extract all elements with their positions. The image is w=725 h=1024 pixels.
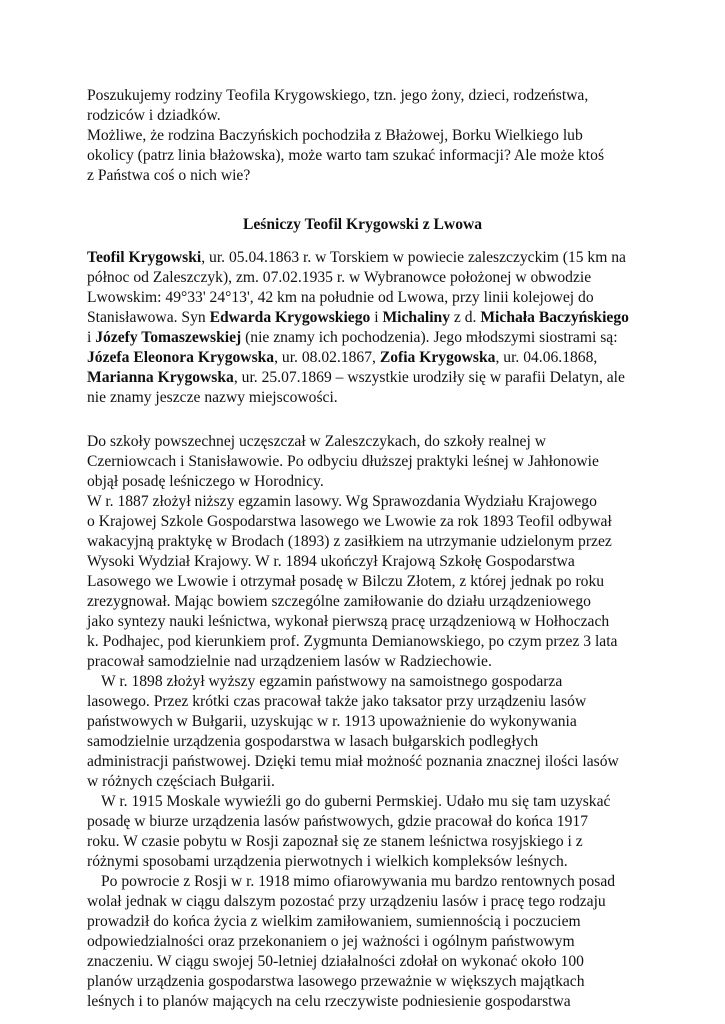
body-line: wakacyjną praktykę w Brodach (1893) z zasiłkiem na utrzymanie udzielonym przez (87, 533, 612, 550)
bio-line (87, 308, 647, 328)
body-line: W r. 1915 Moskale wywieźli go do guberni Permskiej. Udało mu się tam uzyskać (101, 793, 611, 810)
body-line: roku. W czasie pobytu w Rosji zapoznał się ze stanem leśnictwa rosyjskiego i z (87, 833, 583, 850)
body-line: samodzielnie urządzenia gospodarstwa w lasach bułgarskich podległych (87, 733, 539, 750)
bio-text: , ur. 05.04.1863 r. w Torskiem w powiecie zaleszczyckim (15 km na (201, 249, 626, 266)
body-line: Lasowego we Lwowie i otrzymał posadę w Bilczu Złotem, z której jednak po roku (87, 573, 605, 590)
body-line: Czerniowcach i Stanisławowie. Po odbyciu dłuższej praktyki leśnej w Jahłonowie (87, 453, 599, 470)
body-line: k. Podhajec, pod kierunkiem prof. Zygmunta Demianowskiego, po czym przez 3 lata (87, 633, 618, 650)
body-line: W r. 1898 złożył wyższy egzamin państwowy na samoistnego gospodarza (101, 673, 563, 690)
body-line: odpowiedzialności oraz przekonaniem o jej ważności i ogólnym państwowym (87, 933, 575, 950)
bio-line (87, 248, 647, 268)
bio-paragraph (87, 248, 647, 408)
body-line: leśnych i to planów mających na celu rzeczywiste podniesienie gospodarstwa (87, 993, 571, 1010)
body-line: o Krajowej Szkole Gospodarstwa lasowego we Lwowie za rok 1893 Teofil odbywał (87, 513, 612, 530)
bio-text: (nie znamy ich pochodzenia). Jego młodszymi siostrami są: (241, 329, 618, 346)
bio-text: i (87, 329, 96, 346)
body-line: Po powrocie z Rosji w r. 1918 mimo ofiarowywania mu bardzo rentownych posad (101, 873, 616, 890)
bio-text: i (370, 309, 383, 326)
person-name: Marianna Krygowska (87, 369, 234, 386)
body-line: znaczeniu. W ciągu swojej 50-letniej działalności zdołał on wykonać około 100 (87, 953, 584, 970)
bio-line (87, 388, 647, 408)
body-line: prowadził do końca życia z wielkim zamiłowaniem, sumiennością i poczuciem (87, 913, 581, 930)
body-line: zrezygnował. Mając bowiem szczególne zamiłowanie do działu urządzeniowego (87, 593, 591, 610)
body-text (87, 432, 647, 1012)
body-line: posadę w biurze urządzenia lasów państwowych, gdzie pracował do końca 1917 (87, 813, 588, 830)
bio-line (87, 328, 647, 348)
body-line: objął posadę leśniczego w Horodnicy. (87, 473, 324, 490)
intro-line: Możliwe, że rodzina Baczyńskich pochodziła z Błażowej, Borku Wielkiego lub (87, 127, 583, 144)
bio-text: Stanisławowa. Syn (87, 309, 210, 326)
bio-text: , ur. 25.07.1869 – wszystkie urodziły się w parafii Delatyn, ale (233, 369, 625, 386)
bio-text: , ur. 04.06.1868, (495, 349, 598, 366)
bio-text: północ od Zaleszczyk), zm. 07.02.1935 r. w Wybranowce położonej w obwodzie (87, 269, 592, 286)
bio-line (87, 368, 647, 388)
body-line: Wysoki Wydział Krajowy. W r. 1894 ukończył Krajową Szkołę Gospodarstwa (87, 553, 575, 570)
body-line: państwowych w Bułgarii, uzyskując w r. 1913 upoważnienie do wykonywania (87, 713, 577, 730)
body-line: Do szkoły powszechnej uczęszczał w Zaleszczykach, do szkoły realnej w (87, 433, 546, 450)
person-name: Edwarda Krygowskiego (209, 309, 371, 326)
intro-line: Poszukujemy rodziny Teofila Krygowskiego, tzn. jego żony, dzieci, rodzeństwa, (87, 87, 589, 104)
body-line: planów urządzenia gospodarstwa lasowego przeważnie w większych majątkach (87, 973, 585, 990)
body-line: wolał jednak w ciągu dalszym pozostać przy urządzeniu lasów i pracę tego rodzaju (87, 893, 606, 910)
bio-line (87, 268, 647, 288)
bio-text: Lwowskim: 49°33' 24°13', 42 km na południe od Lwowa, przy linii kolejowej do (87, 289, 594, 306)
bio-line (87, 348, 647, 368)
bio-text: nie znamy jeszcze nazwy miejscowości. (87, 389, 338, 406)
body-line: administracji państwowej. Dzięki temu miał możność poznania znacznej ilości lasów (87, 753, 619, 770)
document-title: Leśniczy Teofil Krygowski z Lwowa (242, 216, 483, 233)
person-name: Zofia Krygowska (379, 349, 496, 366)
person-name: Teofil Krygowski (87, 249, 202, 266)
person-name: Michaliny (382, 309, 451, 326)
body-line: w różnych częściach Bułgarii. (87, 773, 275, 790)
body-line: W r. 1887 złożył niższy egzamin lasowy. Wg Sprawozdania Wydziału Krajowego (87, 493, 597, 510)
bio-text: , ur. 08.02.1867, (274, 349, 380, 366)
body-line: jako syntezy nauki leśnictwa, wykonał pierwszą pracę urządzeniową w Hołhoczach (87, 613, 610, 630)
bio-line (87, 288, 647, 308)
body-line: lasowego. Przez krótki czas pracował także jako taksator przy urządzeniu lasów (87, 693, 587, 710)
bio-text: z d. (450, 309, 481, 326)
person-name: Michała Baczyńskiego (480, 309, 629, 326)
intro-line: z Państwa coś o nich wie? (87, 167, 251, 184)
person-name: Józefy Tomaszewskiej (95, 329, 242, 346)
intro-paragraph (87, 86, 647, 186)
person-name: Józefa Eleonora Krygowska (87, 349, 275, 366)
intro-line: rodziców i dziadków. (87, 107, 221, 124)
body-line: pracował samodzielnie nad urządzeniem lasów w Radziechowie. (87, 653, 492, 670)
intro-line: okolicy (patrz linia błażowska), może warto tam szukać informacji? Ale może ktoś (87, 147, 605, 164)
body-line: różnymi sposobami urządzenia pierwotnych i wielkich kompleksów leśnych. (87, 853, 568, 870)
